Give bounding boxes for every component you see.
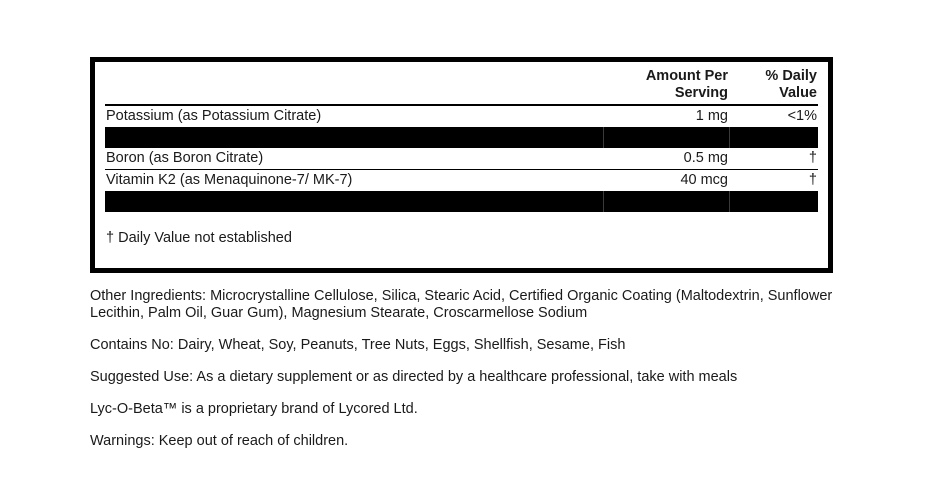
- redacted-row: [105, 127, 818, 148]
- redacted-cell: [729, 127, 818, 148]
- supplement-facts-panel: [90, 57, 833, 273]
- table-header-row: [105, 66, 818, 105]
- redacted-cell: [105, 191, 603, 212]
- nutrient-name: Vitamin K2 (as Menaquinone-7/ MK-7): [106, 172, 353, 188]
- nutrient-amount: 0.5 mg: [603, 148, 729, 170]
- nutrient-daily-value: †: [808, 172, 817, 188]
- nutrient-daily-value: †: [729, 148, 818, 170]
- contains-no: [90, 337, 850, 354]
- nutrient-daily-value: <1%: [787, 108, 817, 124]
- redacted-cell: [603, 127, 729, 148]
- daily-value-footnote: † Daily Value not established: [106, 230, 292, 246]
- warnings-text: Warnings: Keep out of reach of children.: [90, 433, 349, 449]
- contains-no-text: Contains No: Dairy, Wheat, Soy, Peanuts, Tree Nuts, Eggs, Shellfish, Sesame, Fish: [90, 337, 626, 353]
- brand-note-text: Lyc-O-Beta™ is a proprietary brand of Lycored Ltd.: [90, 401, 418, 417]
- warnings: [90, 433, 850, 450]
- suggested-use-text: Suggested Use: As a dietary supplement or as directed by a healthcare professional, take with meals: [90, 369, 738, 385]
- table-row: [105, 148, 818, 170]
- other-ingredients: [90, 288, 850, 322]
- nutrient-amount: 40 mcg: [680, 172, 728, 188]
- redacted-cell: [729, 191, 818, 212]
- redacted-cell: [603, 191, 729, 212]
- nutrient-table: [105, 66, 818, 212]
- nutrient-name: Potassium (as Potassium Citrate): [106, 108, 322, 124]
- header-daily-value: % Daily Value: [729, 66, 818, 105]
- suggested-use: [90, 369, 850, 386]
- header-amount-per-serving: Amount Per Serving: [603, 66, 729, 105]
- nutrient-amount: 1 mg: [695, 108, 728, 124]
- header-name: [105, 66, 603, 105]
- table-row: [105, 105, 818, 127]
- nutrient-name: Boron (as Boron Citrate): [105, 148, 603, 170]
- redacted-cell: [105, 127, 603, 148]
- table-row: [105, 170, 818, 192]
- redacted-row: [105, 191, 818, 212]
- other-ingredients-text: Other Ingredients: Microcrystalline Cellulose, Silica, Stearic Acid, Certified Organic Coating (Maltodextrin, Sunflower Lecithin, Palm Oil, Guar Gum), Magnesium Stearate, Croscarmellose Sodium: [90, 288, 833, 321]
- brand-note: [90, 401, 850, 418]
